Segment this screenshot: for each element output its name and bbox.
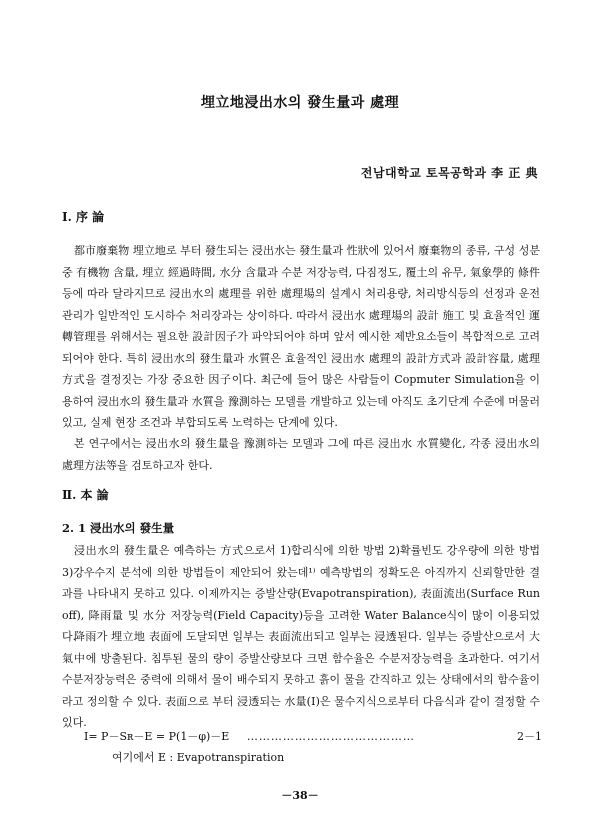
- subsection-heading-leachate-generation: 2. 1 浸出水의 發生量: [62, 521, 175, 535]
- equation-number: 2－1: [517, 730, 542, 743]
- equation-leader-dots: ……………………………………: [246, 730, 415, 743]
- equation-2-1: [84, 728, 544, 744]
- body-paragraph-1: 浸出水의 發生量은 예측하는 方式으로서 1)합리식에 의한 방법 2)확률빈도 강우량에 의한 방법 3)강우수지 분석에 의한 방법들이 제안되어 왔는데¹⁾ 예측방법의 정확도은 아직까지 신뢰할만한 결과를 나타내지 못하고 있다. 이제까지는 증발산량(Evapotranspiration), 表面流出(Surface Runoff), 降雨量 및 水分 저장능력(Field Capacity)등을 고려한 Water Balance식이 많이 이용되었다.: [62, 544, 540, 643]
- page-number: －38－: [281, 789, 319, 802]
- section-heading-body: Ⅱ. 本 論: [62, 488, 109, 502]
- section-heading-introduction: Ⅰ. 序 論: [62, 210, 105, 224]
- author-affiliation: 전남대학교 토목공학과 李 正 典: [360, 166, 538, 180]
- intro-paragraph-2: 본 연구에서는 浸出水의 發生量을 豫測하는 모델과 그에 따른 浸出水 水質變化, 각종 浸出水의 處理方法等을 검토하고자 한다.: [62, 437, 540, 472]
- equation-where-clause: 여기에서 E : Evapotranspiration: [112, 751, 285, 764]
- paper-title: 埋立地浸出水의 發生量과 處理: [200, 95, 400, 111]
- intro-paragraph-1: 都市廢棄物 埋立地로 부터 發生되는 浸出水는 發生量과 性狀에 있어서 廢棄物의 종류, 구성 성분중 有機物 含量, 埋立 經過時間, 水分 含量과 수분 저장능력, 다짐정도, 覆土의 유무, 氣象學的 條件등에 따라 달라지므로 浸出水의 處理를 위한 處理場의 설계시 처리용량, 처리방식등의 선정과 운전관리가 일반적인 도시하수 처리장과는 상이하다. 따라서 浸出水 處理場의 設計 施工 및 효율적인 運轉管理를 위해서는 필요한 設計因子가 파악되어야 하며 앞서 예시한 제반요소들이 복합적으로 고려되어야 한다. 특히 浸出水의 發生量과 水質은 효율적인 浸出水 處理의 設計方式과 設計容量, 處理方式을 결정짓는 가장 중요한 因子이다. 최근에 들어 많은 사람들이 Copmuter Simulation을 이용하여 浸出水의 發生量과 水質을 豫測하는 모델를 개발하고 있는데 아직도 초기단계 수준에 머물러 있고, 실제 현장 조건과 부합되도록 노력하는 단계에 있다.: [62, 244, 540, 429]
- equation-expression: Ⅰ= P－Sʀ－E = P(1－φ)－E: [84, 730, 230, 743]
- body-paragraph-2: 降雨가 埋立地 表面에 도달되면 일부는 表面流出되고 일부는 浸透된다. 일부는 증발산으로서 大氣中에 방출된다. 침투된 물의 량이 증발산량보다 크면 함수율은 수분저장능력을 초과한다. 여기서 수분저장능력은 중력에 의해서 물이 배수되지 못하고 흙이 물을 간직하고 있는 상태에서의 함수율이라고 정의할 수 있다. 表面으로 부터 浸透되는 水量(Ⅰ)은 물수지식으로부터 다음식과 같이 결정할 수 있다.: [62, 630, 540, 729]
